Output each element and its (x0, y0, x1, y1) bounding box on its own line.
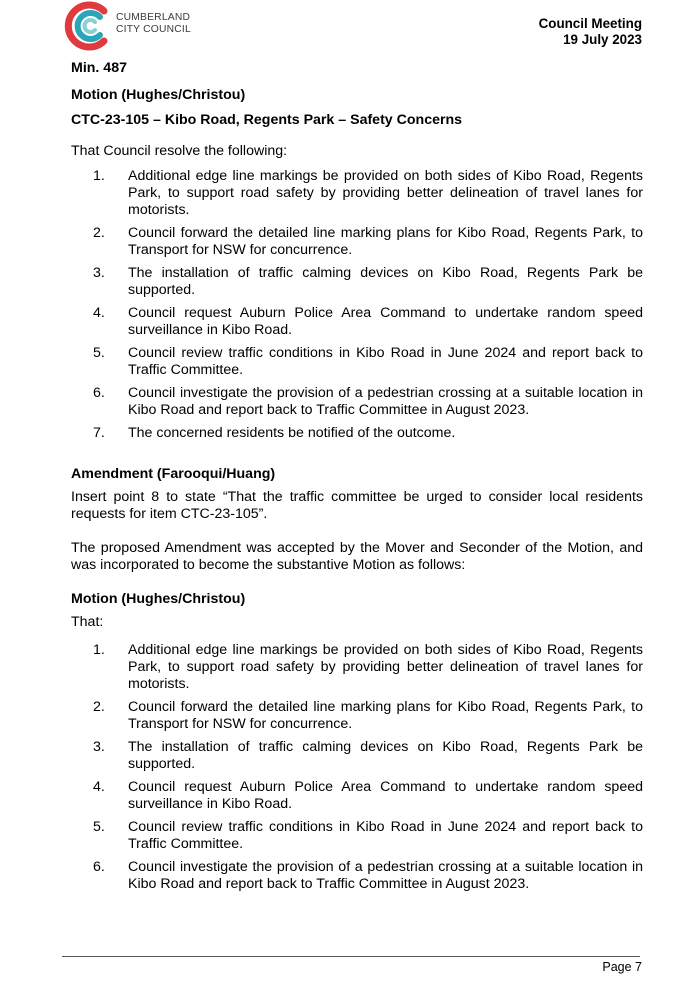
list-number: 4. (93, 305, 105, 321)
list-item (71, 859, 643, 893)
minute-number: Min. 487 (71, 60, 127, 76)
list-text: Council review traffic conditions in Kibo Road in June 2024 and report back to Traffic Committee. (128, 819, 643, 852)
list-number: 2. (93, 699, 105, 715)
list-text: Council investigate the provision of a pedestrian crossing at a suitable location in Kibo Road and report back to Traffic Committee in August 2023. (128, 859, 643, 892)
motion-heading: Motion (Hughes/Christou) (71, 87, 246, 103)
list-number: 6. (93, 385, 105, 401)
list-item (71, 385, 643, 419)
list-number: 5. (93, 345, 105, 361)
list-text: Council request Auburn Police Area Command to undertake random speed surveillance in Kibo Road. (128, 779, 643, 812)
list-text: Council forward the detailed line marking plans for Kibo Road, Regents Park, to Transport for NSW for concurrence. (128, 699, 643, 732)
list-item (71, 699, 643, 733)
list-text: The concerned residents be notified of the outcome. (128, 425, 456, 441)
list-text: Council request Auburn Police Area Command to undertake random speed surveillance in Kibo Road. (128, 305, 643, 338)
list-number: 1. (93, 642, 105, 658)
list-item (71, 779, 643, 813)
resolution-intro: That Council resolve the following: (71, 143, 288, 159)
list-number: 2. (93, 225, 105, 241)
substantive-motion-heading: Motion (Hughes/Christou) (71, 591, 246, 607)
list-text: The installation of traffic calming devices on Kibo Road, Regents Park be supported. (128, 739, 643, 772)
list-item (71, 225, 643, 259)
amendment-accepted-text: The proposed Amendment was accepted by the Mover and Seconder of the Motion, and was incorporated to become the substantive Motion as follows: (71, 540, 643, 573)
substantive-motion-intro: That: (71, 614, 104, 630)
logo-line-1: CUMBERLAND (116, 12, 191, 23)
meeting-title: Council Meeting (538, 16, 642, 31)
list-number: 3. (93, 265, 105, 281)
amendment-text: Insert point 8 to state “That the traffic committee be urged to consider local residents requests for item CTC-23-105”. (71, 489, 643, 522)
list-item (71, 305, 643, 339)
logo-text (116, 12, 191, 35)
list-number: 1. (93, 168, 105, 184)
list-item (71, 168, 643, 219)
list-number: 5. (93, 819, 105, 835)
list-item (71, 345, 643, 379)
logo-line-2: CITY COUNCIL (116, 23, 191, 35)
list-text: Additional edge line markings be provided on both sides of Kibo Road, Regents Park, to support road safety by providing better delineation of travel lanes for motorists. (128, 168, 643, 218)
amendment-heading: Amendment (Farooqui/Huang) (71, 466, 276, 482)
list-text: Council investigate the provision of a pedestrian crossing at a suitable location in Kibo Road and report back to Traffic Committee in August 2023. (128, 385, 643, 418)
list-item (71, 642, 643, 693)
list-text: Council forward the detailed line marking plans for Kibo Road, Regents Park, to Transport for NSW for concurrence. (128, 225, 643, 258)
meeting-date: 19 July 2023 (563, 32, 642, 47)
list-item (71, 265, 643, 299)
meeting-info (539, 16, 642, 48)
motion-list (71, 168, 643, 442)
cumberland-logo-icon (64, 1, 114, 51)
list-item (71, 819, 643, 853)
list-number: 3. (93, 739, 105, 755)
list-number: 4. (93, 779, 105, 795)
footer-divider (62, 956, 640, 957)
list-text: Council review traffic conditions in Kibo Road in June 2024 and report back to Traffic Committee. (128, 345, 643, 378)
list-number: 6. (93, 859, 105, 875)
substantive-motion-list (71, 642, 643, 893)
list-item (71, 425, 643, 442)
list-number: 7. (93, 425, 105, 441)
list-text: Additional edge line markings be provided on both sides of Kibo Road, Regents Park, to support road safety by providing better delineation of travel lanes for motorists. (128, 642, 643, 692)
item-title: CTC-23-105 – Kibo Road, Regents Park – Safety Concerns (71, 112, 463, 128)
list-text: The installation of traffic calming devices on Kibo Road, Regents Park be supported. (128, 265, 643, 298)
document-body (71, 60, 643, 893)
list-item (71, 739, 643, 773)
page-number: Page 7 (602, 960, 642, 974)
